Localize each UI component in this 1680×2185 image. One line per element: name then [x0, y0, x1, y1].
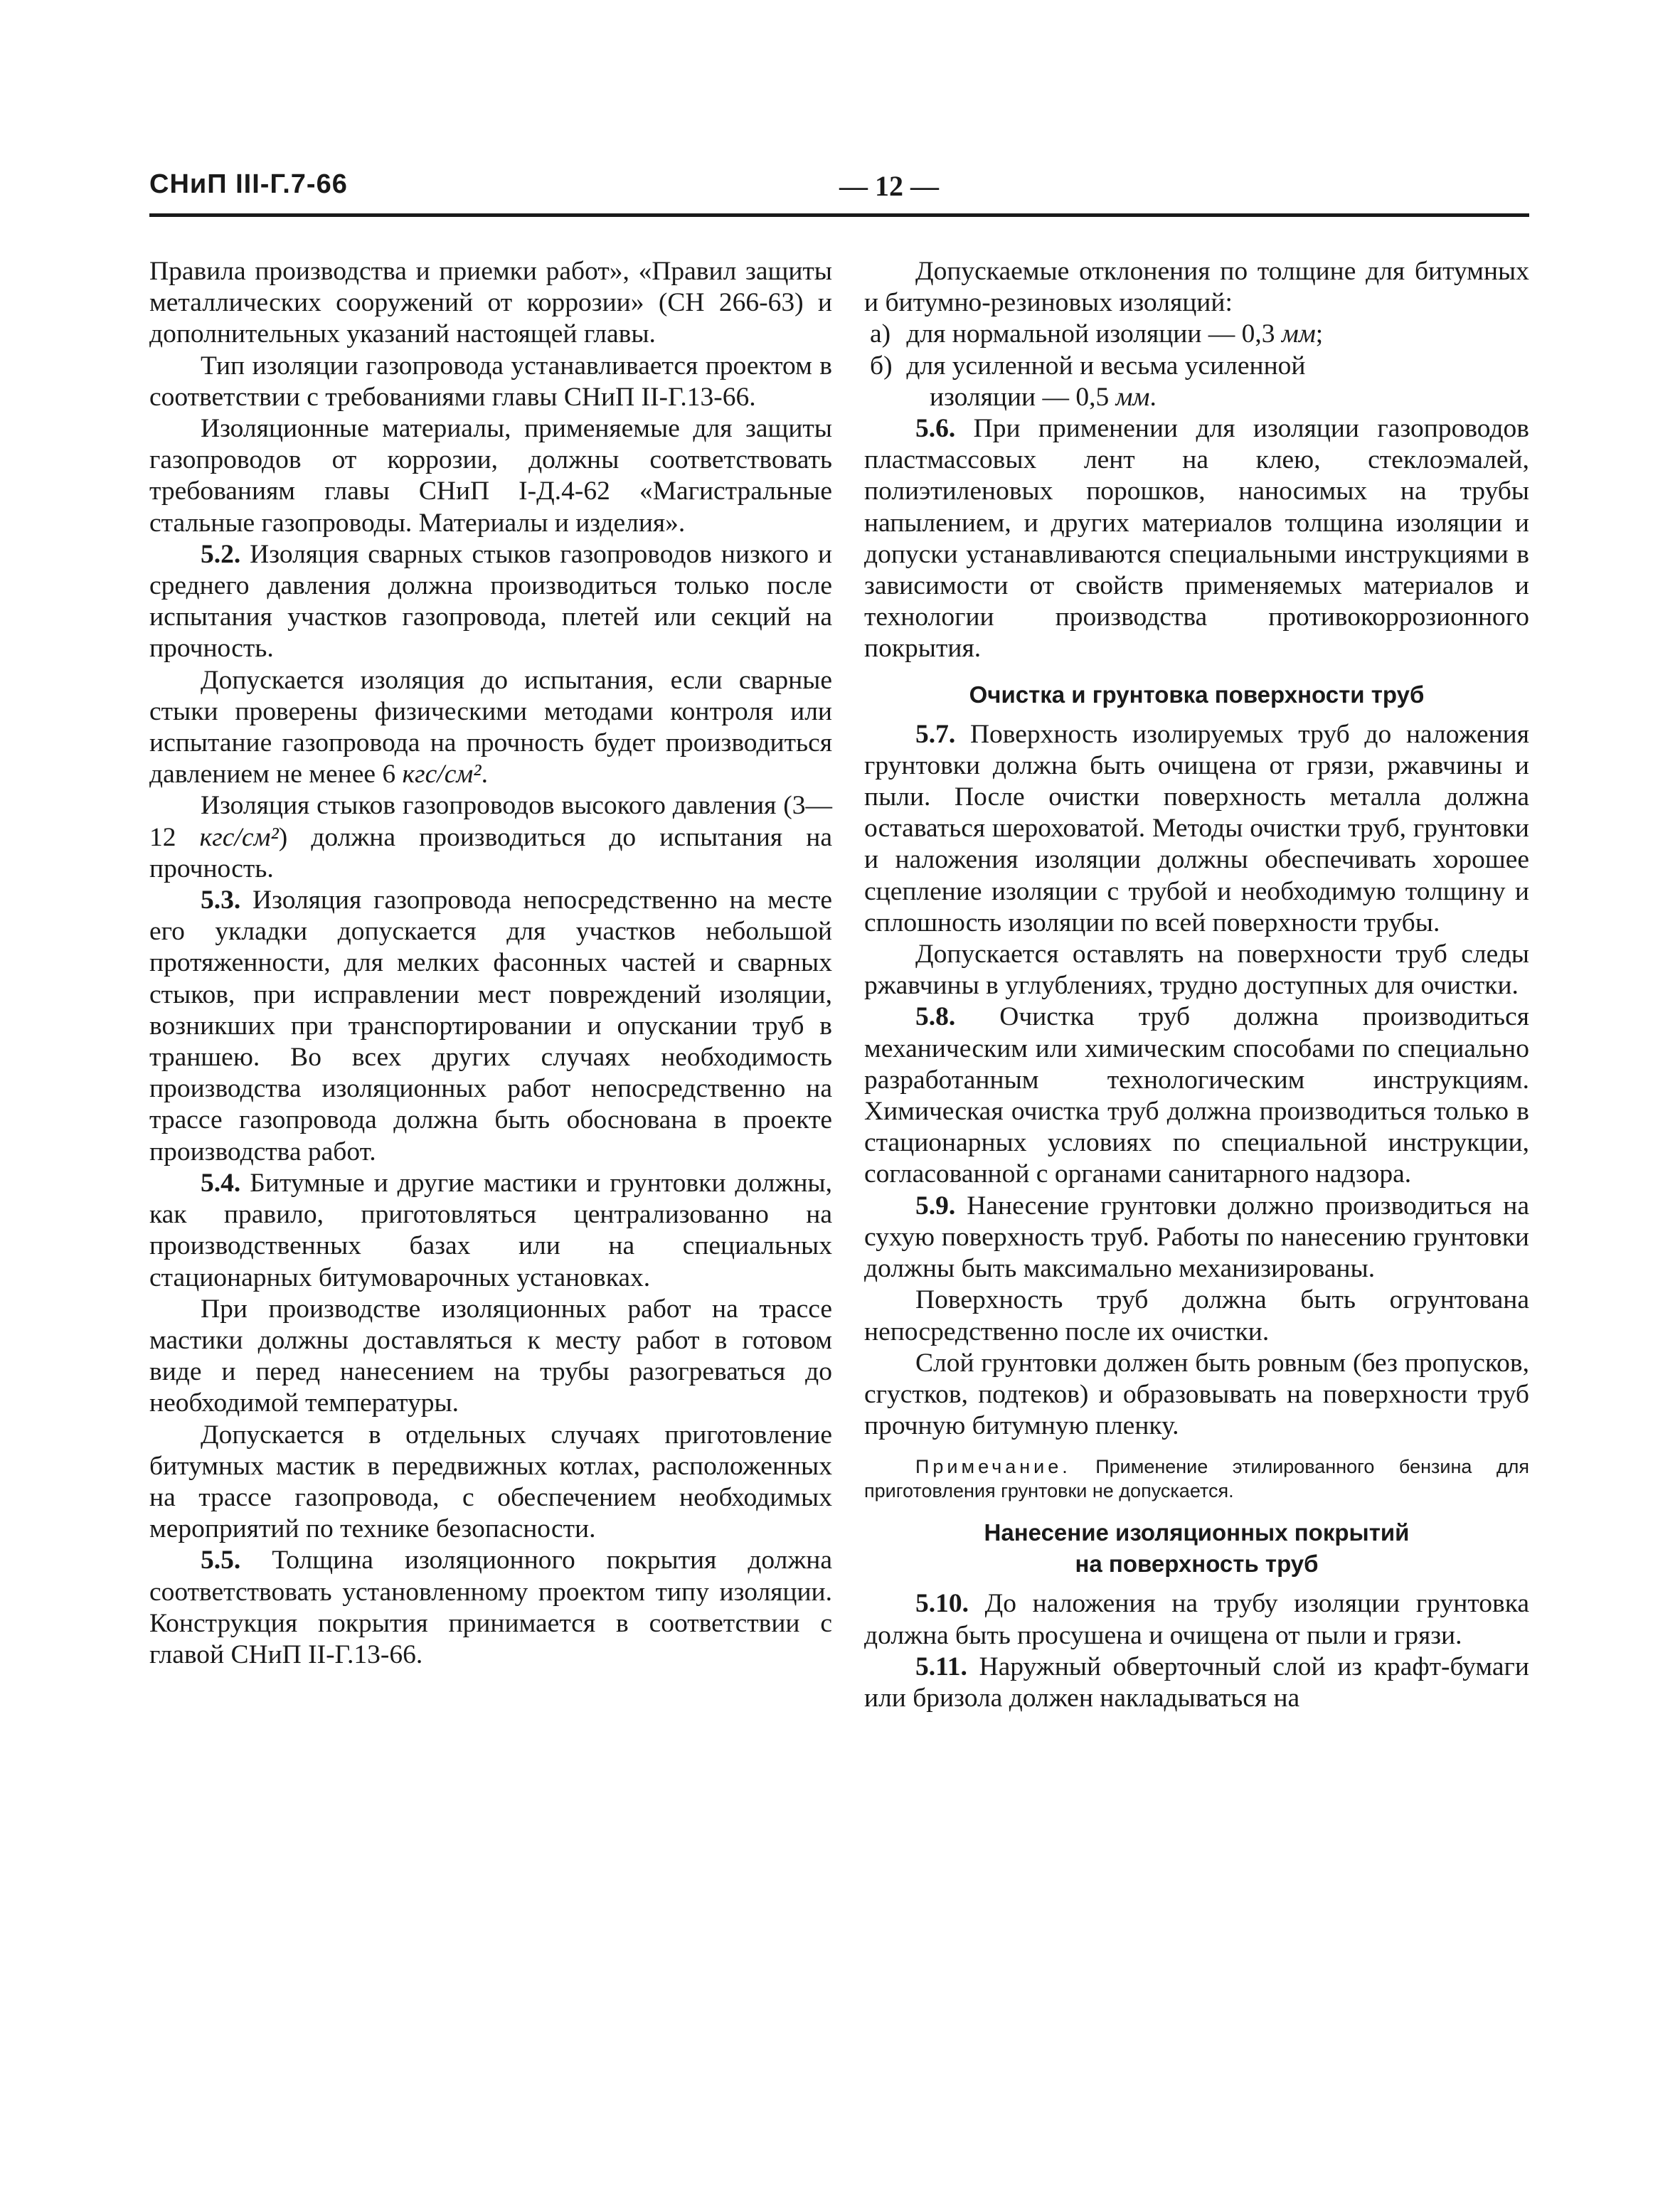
- clause-number: 5.5.: [201, 1546, 241, 1575]
- list-text: ;: [1315, 319, 1324, 349]
- paragraph-5-7: [864, 719, 1529, 939]
- left-column: [149, 256, 832, 1671]
- paragraph-5-11: [864, 1652, 1529, 1714]
- clause-number: 5.7.: [915, 719, 956, 749]
- note-text: Применение этилированного бензина для приготовления грунтовки не допускается.: [864, 1456, 1529, 1502]
- unit: кгс/см²: [402, 760, 482, 790]
- clause-text: Наружный обверточный слой из крафт-бумаги или бризола должен накладываться на: [864, 1652, 1529, 1713]
- clause-number: 5.2.: [201, 539, 241, 569]
- list-item: [864, 319, 1529, 350]
- paragraph-5-5: [149, 1545, 832, 1671]
- unit: кгс/см²: [199, 822, 279, 852]
- right-column: [864, 256, 1529, 1714]
- paragraph-5-4: [149, 1168, 832, 1294]
- paragraph-text: .: [481, 760, 488, 790]
- clause-text: Толщина изоляционного покрытия должна соответствовать установленному проектом типу изоляции. Конструкция покрытия принимается в соответствии с главой СНиП II-Г.13-66.: [149, 1546, 832, 1669]
- paragraph: Допускается в отдельных случаях приготовление битумных мастик в передвижных котлах, расположенных на трассе газопровода, с обеспечением необходимых мероприятий по технике безопасности.: [149, 1420, 832, 1544]
- section-heading-line: Нанесение изоляционных покрытий: [984, 1519, 1410, 1546]
- clause-number: 5.8.: [915, 1002, 956, 1032]
- section-heading: [864, 1517, 1529, 1580]
- clause-text: Изоляция сварных стыков газопроводов низкого и среднего давления должна производиться только после испытания участков газопровода, плетей или секций на прочность.: [149, 539, 832, 664]
- page-header: [149, 169, 1529, 212]
- paragraph: Допускаемые отклонения по толщине для битумных и битумно-резиновых изоляций:: [864, 257, 1529, 318]
- paragraph: Допускается оставлять на поверхности труб следы ржавчины в углублениях, трудно доступных для очистки.: [864, 940, 1529, 1001]
- paragraph: Правила производства и приемки работ», «Правил защиты металлических сооружений от коррозии» (СН 266-63) и дополнительных указаний настоящей главы.: [149, 257, 832, 349]
- list-label: а): [870, 319, 891, 349]
- paragraph-text: Изоляция стыков газопроводов высокого давления (3—12: [149, 791, 832, 852]
- clause-number: 5.10.: [915, 1589, 969, 1619]
- list-item: [864, 351, 1529, 382]
- paragraph: Поверхность труб должна быть огрунтована непосредственно после их очистки.: [864, 1285, 1529, 1346]
- list-item-continuation: [864, 382, 1529, 413]
- paragraph: При производстве изоляционных работ на трассе мастики должны доставляться к месту работ в готовом виде и перед нанесением на трубы разогреваться до необходимой температуры.: [149, 1294, 832, 1418]
- header-rule: [149, 213, 1529, 217]
- page-number: — 12 —: [839, 170, 939, 202]
- list-text: для усиленной и весьма усиленной: [906, 351, 1306, 381]
- section-heading: Очистка и грунтовка поверхности труб: [969, 681, 1425, 708]
- note-label: Примечание.: [915, 1456, 1071, 1478]
- clause-text: Изоляция газопровода непосредственно на месте его укладки допускается для участков небольшой протяженности, для мелких фасонных частей и сварных стыков, при исправлении мест повреждений изоляции, возникших при транспортировании и опускании труб в траншею. Во всех других случаях необходимость производства изоляционных работ непосредственно на трассе газопровода должна быть обоснована в проекте производства работ.: [149, 886, 832, 1166]
- note: [864, 1455, 1529, 1503]
- clause-number: 5.9.: [915, 1191, 956, 1221]
- clause-text: Очистка труб должна производиться механическим или химическим способами по специально разработанным технологическим инструкциям. Химическая очистка труб должна производиться только в стационарных условиях по специальной инструкции, согласованной с органами санитарного надзора.: [864, 1002, 1529, 1189]
- paragraph: Слой грунтовки должен быть ровным (без пропусков, сгустков, подтеков) и образовывать на поверхности труб прочную битумную пленку.: [864, 1348, 1529, 1441]
- unit: мм: [1281, 319, 1316, 349]
- clause-text: При применении для изоляции газопроводов пластмассовых лент на клею, стеклоэмалей, полиэтиленовых порошков, наносимых на трубы напылением, и других материалов толщина изоляции и допуски устанавливаются специальными инструкциями в зависимости от свойств применяемых материалов и технологии производства противокоррозионного покрытия.: [864, 414, 1529, 664]
- paragraph: Тип изоляции газопровода устанавливается проектом в соответствии с требованиями главы СНиП II-Г.13-66.: [149, 351, 832, 412]
- list-text: .: [1149, 382, 1157, 412]
- document-code: СНиП III-Г.7-66: [149, 169, 348, 199]
- paragraph-5-6: [864, 413, 1529, 665]
- clause-number: 5.11.: [915, 1652, 967, 1681]
- list-label: б): [870, 351, 893, 381]
- list-text: для нормальной изоляции — 0,3: [906, 319, 1282, 349]
- paragraph: [149, 665, 832, 791]
- paragraph-5-8: [864, 1001, 1529, 1190]
- paragraph: Изоляционные материалы, применяемые для защиты газопроводов от коррозии, должны соответствовать требованиям главы СНиП I-Д.4-62 «Магистральные стальные газопроводы. Материалы и изделия».: [149, 414, 832, 538]
- clause-text: Битумные и другие мастики и грунтовки должны, как правило, приготовляться централизованно на производственных базах или на специальных стационарных битумоварочных установках.: [149, 1168, 832, 1292]
- clause-number: 5.6.: [915, 414, 956, 444]
- paragraph: [149, 790, 832, 885]
- unit: мм: [1115, 382, 1150, 412]
- clause-text: Нанесение грунтовки должно производиться на сухую поверхность труб. Работы по нанесению грунтовки должны быть максимально механизированы.: [864, 1191, 1529, 1284]
- paragraph-5-10: [864, 1588, 1529, 1651]
- paragraph-text: Допускается изоляция до испытания, если сварные стыки проверены физическими методами контроля или испытание газопровода на прочность будет производиться давлением не менее 6: [149, 665, 832, 790]
- clause-number: 5.3.: [201, 886, 241, 915]
- clause-text: До наложения на трубу изоляции грунтовка должна быть просушена и очищена от пыли и грязи.: [864, 1589, 1529, 1650]
- paragraph-5-3: [149, 885, 832, 1168]
- paragraph-5-9: [864, 1191, 1529, 1285]
- section-heading-line: на поверхность труб: [1075, 1551, 1319, 1578]
- clause-number: 5.4.: [201, 1168, 241, 1198]
- paragraph-text: ) должна производиться до испытания на прочность.: [149, 822, 833, 883]
- clause-text: Поверхность изолируемых труб до наложения грунтовки должна быть очищена от грязи, ржавчины и пыли. После очистки поверхность металла должна оставаться шероховатой. Методы очистки труб, грунтовки и наложения изоляции должны обеспечивать хорошее сцепление изоляции с трубой и необходимую толщину и сплошность изоляции по всей поверхности трубы.: [864, 719, 1529, 937]
- paragraph-5-2: [149, 539, 832, 665]
- list-text: изоляции — 0,5: [930, 382, 1116, 412]
